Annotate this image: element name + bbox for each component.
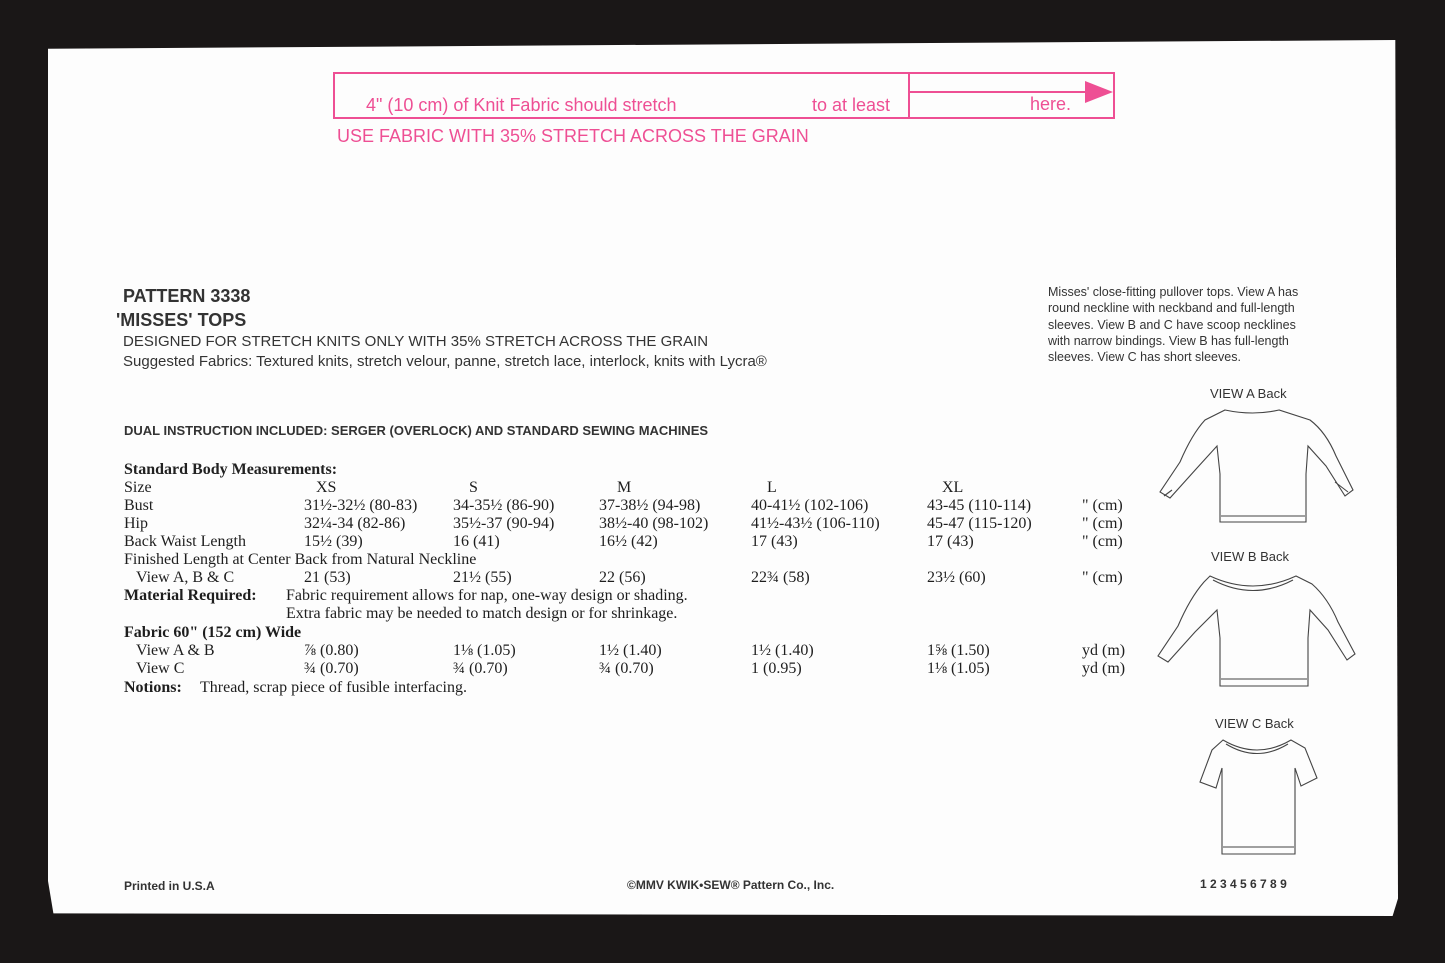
unit: " (cm) [1082,497,1123,514]
cell: ¾ (0.70) [599,660,654,677]
view-a-label: VIEW A Back [1210,386,1287,401]
cell: 17 (43) [927,533,974,550]
copyright: ©MMV KWIK•SEW® Pattern Co., Inc. [627,878,835,892]
description-line: sleeves. View B and C have scoop necklines [1048,317,1296,332]
row-label: Back Waist Length [124,533,246,550]
pattern-name: 'MISSES' TOPS [116,310,247,330]
cell: ¾ (0.70) [304,660,359,677]
size-l: L [767,479,777,496]
row-label: View A & B [136,642,215,659]
pattern-number: PATTERN 3338 [123,286,251,306]
row-label: Bust [124,497,154,514]
view-a-back-illustration-icon [1150,404,1360,530]
view-c-label: VIEW C Back [1215,716,1294,731]
cell: 1⅛ (1.05) [453,642,516,659]
row-label: Hip [124,515,148,532]
finished-heading: Finished Length at Center Back from Natural Neckline [124,551,477,568]
cell: 22¾ (58) [751,569,810,586]
designed-for: DESIGNED FOR STRETCH KNITS ONLY WITH 35% STRETCH ACROSS THE GRAIN [123,333,709,350]
cell: 17 (43) [751,533,798,550]
cell: ¾ (0.70) [453,660,508,677]
cell: 34-35½ (86-90) [453,497,555,514]
gauge-mid-text: to at least [812,95,891,115]
cell: 45-47 (115-120) [927,515,1032,532]
size-xl: XL [942,479,964,496]
size-m: M [617,479,632,496]
cell: 43-45 (110-114) [927,497,1032,514]
unit: yd (m) [1082,660,1126,677]
fabric-heading: Fabric 60" (152 cm) Wide [124,624,302,641]
dual-instruction: DUAL INSTRUCTION INCLUDED: SERGER (OVERLOCK) AND STANDARD SEWING MACHINES [124,423,709,438]
material-line: Fabric requirement allows for nap, one-way design or shading. [286,587,688,604]
size-xs: XS [316,479,337,496]
unit: " (cm) [1082,569,1123,586]
stretch-gauge-line [910,91,1088,93]
print-run-numbers: 1 2 3 4 5 6 7 8 9 [1200,877,1287,891]
cell: 37-38½ (94-98) [599,497,701,514]
cell: 38½-40 (98-102) [599,515,709,532]
cell: 1½ (1.40) [751,642,814,659]
cell: 22 (56) [599,569,646,586]
measurements-heading: Standard Body Measurements: [124,461,338,478]
description-line: round neckline with neckband and full-length [1048,301,1295,316]
material-line: Extra fabric may be needed to match design or for shrinkage. [286,605,678,622]
cell: 31½-32½ (80-83) [304,497,418,514]
cell: 32¼-34 (82-86) [304,515,406,532]
gauge-left-text: 4" (10 cm) of Knit Fabric should stretch [366,95,677,115]
notions-text: Thread, scrap piece of fusible interfacing. [200,679,467,696]
cell: 16½ (42) [599,533,658,550]
cell: 23½ (60) [927,569,986,586]
row-label: View C [136,660,185,677]
gauge-right-text: here. [1030,94,1072,114]
gauge-note: USE FABRIC WITH 35% STRETCH ACROSS THE GRAIN [337,126,809,146]
material-label: Material Required: [124,587,257,604]
row-label: View A, B & C [136,569,235,586]
suggested-fabrics: Suggested Fabrics: Textured knits, stretch velour, panne, stretch lace, interlock, knits with Lycra® [123,353,767,370]
cell: ⅞ (0.80) [304,642,359,659]
view-b-label: VIEW B Back [1211,549,1290,564]
description [1048,284,1338,365]
description-line: Misses' close-fitting pullover tops. View A has [1048,285,1299,299]
cell: 1½ (1.40) [599,642,662,659]
cell: 1⅝ (1.50) [927,642,990,659]
cell: 15½ (39) [304,533,363,550]
cell: 21½ (55) [453,569,512,586]
cell: 40-41½ (102-106) [751,497,869,514]
cell: 16 (41) [453,533,500,550]
cell: 35½-37 (90-94) [453,515,555,532]
notions-label: Notions: [124,679,182,696]
unit: yd (m) [1082,642,1126,659]
description-line: sleeves. View C has short sleeves. [1048,350,1241,365]
size-label: Size [124,479,152,496]
view-c-back-illustration-icon [1195,736,1325,860]
cell: 21 (53) [304,569,351,586]
view-b-back-illustration-icon [1150,566,1360,694]
unit: " (cm) [1082,533,1123,550]
cell: 1 (0.95) [751,660,802,677]
printed-in: Printed in U.S.A [124,879,215,893]
unit: " (cm) [1082,515,1123,532]
cell: 41½-43½ (106-110) [751,515,880,532]
description-line: with narrow bindings. View B has full-length [1048,333,1289,348]
cell: 1⅛ (1.05) [927,660,990,677]
stretch-arrow-icon [1085,81,1113,103]
size-s: S [469,479,478,496]
